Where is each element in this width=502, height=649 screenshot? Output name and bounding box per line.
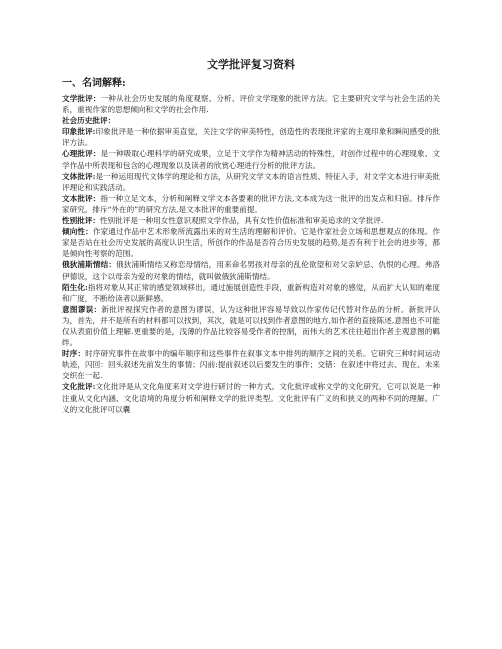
glossary-list [62, 93, 440, 415]
glossary-term: 文学批评 [62, 94, 93, 103]
glossary-definition: 时序研究事件在故事中的编年顺序和这些事件在叙事文本中排列的顺序之间的关系。它研究三种时间运动轨迹，闪回：回头叙述先前发生的事情；闪前:提前叙述以后要发生的事件；交错：在叙述中将过去、现在、未来交织在一起. [62, 349, 441, 381]
glossary-entry [62, 304, 440, 348]
glossary-definition: 文化批评是从文化角度来对文学进行研讨的一种方式。文化批评或称文学的文化研究，它可以说是一种注重从文化内涵、文化语境的角度分析和阐释文学的批评类型。文化批评有广义的和狭义的两种不同的理解。广义的文化批评可以囊 [62, 382, 441, 414]
glossary-entry [62, 148, 440, 170]
glossary-term: 性别批评 [62, 216, 93, 226]
glossary-term: 印象批评 [62, 127, 93, 137]
term-separator: ： [92, 216, 100, 226]
glossary-entry [62, 171, 440, 193]
glossary-term: 文化批评 [62, 382, 93, 392]
term-separator: ： [85, 227, 93, 237]
term-separator: : [92, 171, 96, 181]
glossary-entry [62, 93, 440, 115]
glossary-definition: 印象批评是一种依据审美直觉，关注文学的审美特性，创造性的表现批评家的主观印象和瞬间感受的批评方法。 [62, 127, 441, 148]
glossary-definition: 指一种立足文本，分析和阐释文学文本各要素的批评方法,文本成为这一批评的出发点和归宿。排斥作家研究，排斥“外在的”的研究方法,是文本批评的重要前提。 [62, 193, 441, 214]
term-separator: ： [92, 149, 101, 159]
glossary-definition: 俄狄浦斯情结又称恋母情结，用来命名男孩对母亲的乱伦欲望和对父亲妒忌、仇恨的心理。弗洛伊德说，这个以母亲为爱的对象的情结，就叫做俄狄浦斯情结。 [62, 260, 441, 281]
glossary-term: 心理批评 [62, 149, 93, 159]
glossary-entry [62, 215, 440, 226]
glossary-term: 时序 [62, 349, 78, 359]
glossary-definition: 性别批评是一种用女性意识观照文学作品，具有女性价值标准和审美追求的文学批评. [99, 216, 384, 226]
glossary-entry [62, 381, 440, 414]
glossary-term: 俄狄浦斯情结 [62, 260, 109, 270]
term-separator: ： [93, 304, 102, 314]
glossary-term: 陌生化 [62, 282, 85, 292]
term-separator: : [84, 282, 88, 292]
term-separator: ： [108, 260, 117, 270]
glossary-term: 社会历史批评 [62, 116, 108, 126]
glossary-entry [62, 348, 440, 381]
glossary-entry [62, 126, 440, 148]
glossary-entry [62, 193, 440, 215]
glossary-term: 倾向性 [62, 227, 86, 237]
glossary-entry [62, 115, 440, 126]
glossary-definition: 指将对象从其正常的感觉领域移出，通过施展创造性手段，重新构造对对象的感觉，从而扩大认知的难度和广度，不断给读者以新鲜感。 [62, 282, 441, 303]
glossary-definition: 一种从社会历史发展的角度观察、分析、评价文学现象的批评方法。它主要研究文学与社会生活的关系，重视作家的思想倾向和文学的社会作用. [62, 94, 441, 115]
glossary-definition: 作家通过作品中艺术形象所流露出来的对生活的理解和评价。它是作家社会立场和思想观点的体现。作家是否站在社会历史发展的高度认识生活，所创作的作品是否符合历史发展的趋势,是否有利于社会的进步等，都是倾向性考察的范围。 [62, 227, 441, 259]
glossary-term: 文体批评 [62, 171, 93, 181]
glossary-definition: 是一种运用现代文体学的理论和方法，从研究文学文本的语言性质、特征入手，对文学文本进行审美批评理论和实践活动。 [62, 171, 441, 192]
section-heading: 一、名词解释: [62, 78, 126, 89]
glossary-term: 意图谬误 [62, 304, 94, 314]
term-separator: ： [92, 94, 101, 103]
term-separator: ： [92, 193, 101, 203]
section-heading-text: 一、名词解释 [62, 78, 122, 89]
term-separator: : [92, 382, 96, 392]
glossary-entry [62, 226, 440, 259]
glossary-entry [62, 282, 440, 304]
term-separator: ： [107, 116, 116, 126]
glossary-term: 文本批评 [62, 193, 93, 203]
term-separator: : [92, 127, 96, 137]
glossary-entry [62, 259, 440, 281]
term-separator: ： [77, 349, 86, 359]
document-title: 文学批评复习资料 [207, 58, 295, 71]
glossary-definition: 是一种吸取心理科学的研究成果，立足于文学作为精神活动的特殊性，对创作过程中的心理现象、文学作品中所表现和包含的心理现象以及读者的欣赏心理进行分析的批评方法。 [62, 149, 441, 170]
glossary-definition: 新批评视探究作者的意图为谬误，认为这种批评容易导致以作家传记代替对作品的分析。新批评认为，首先，并不是所有的材料都可以找到，其次，就是可以找到作者意图的地方,如作者的直接陈述,意图也不可能仅从表面价值上理解.更重要的是，浅薄的作品比较容易受作者的控制，而伟大的艺术往往超出作者主观意图的羁绊。 [62, 304, 441, 348]
